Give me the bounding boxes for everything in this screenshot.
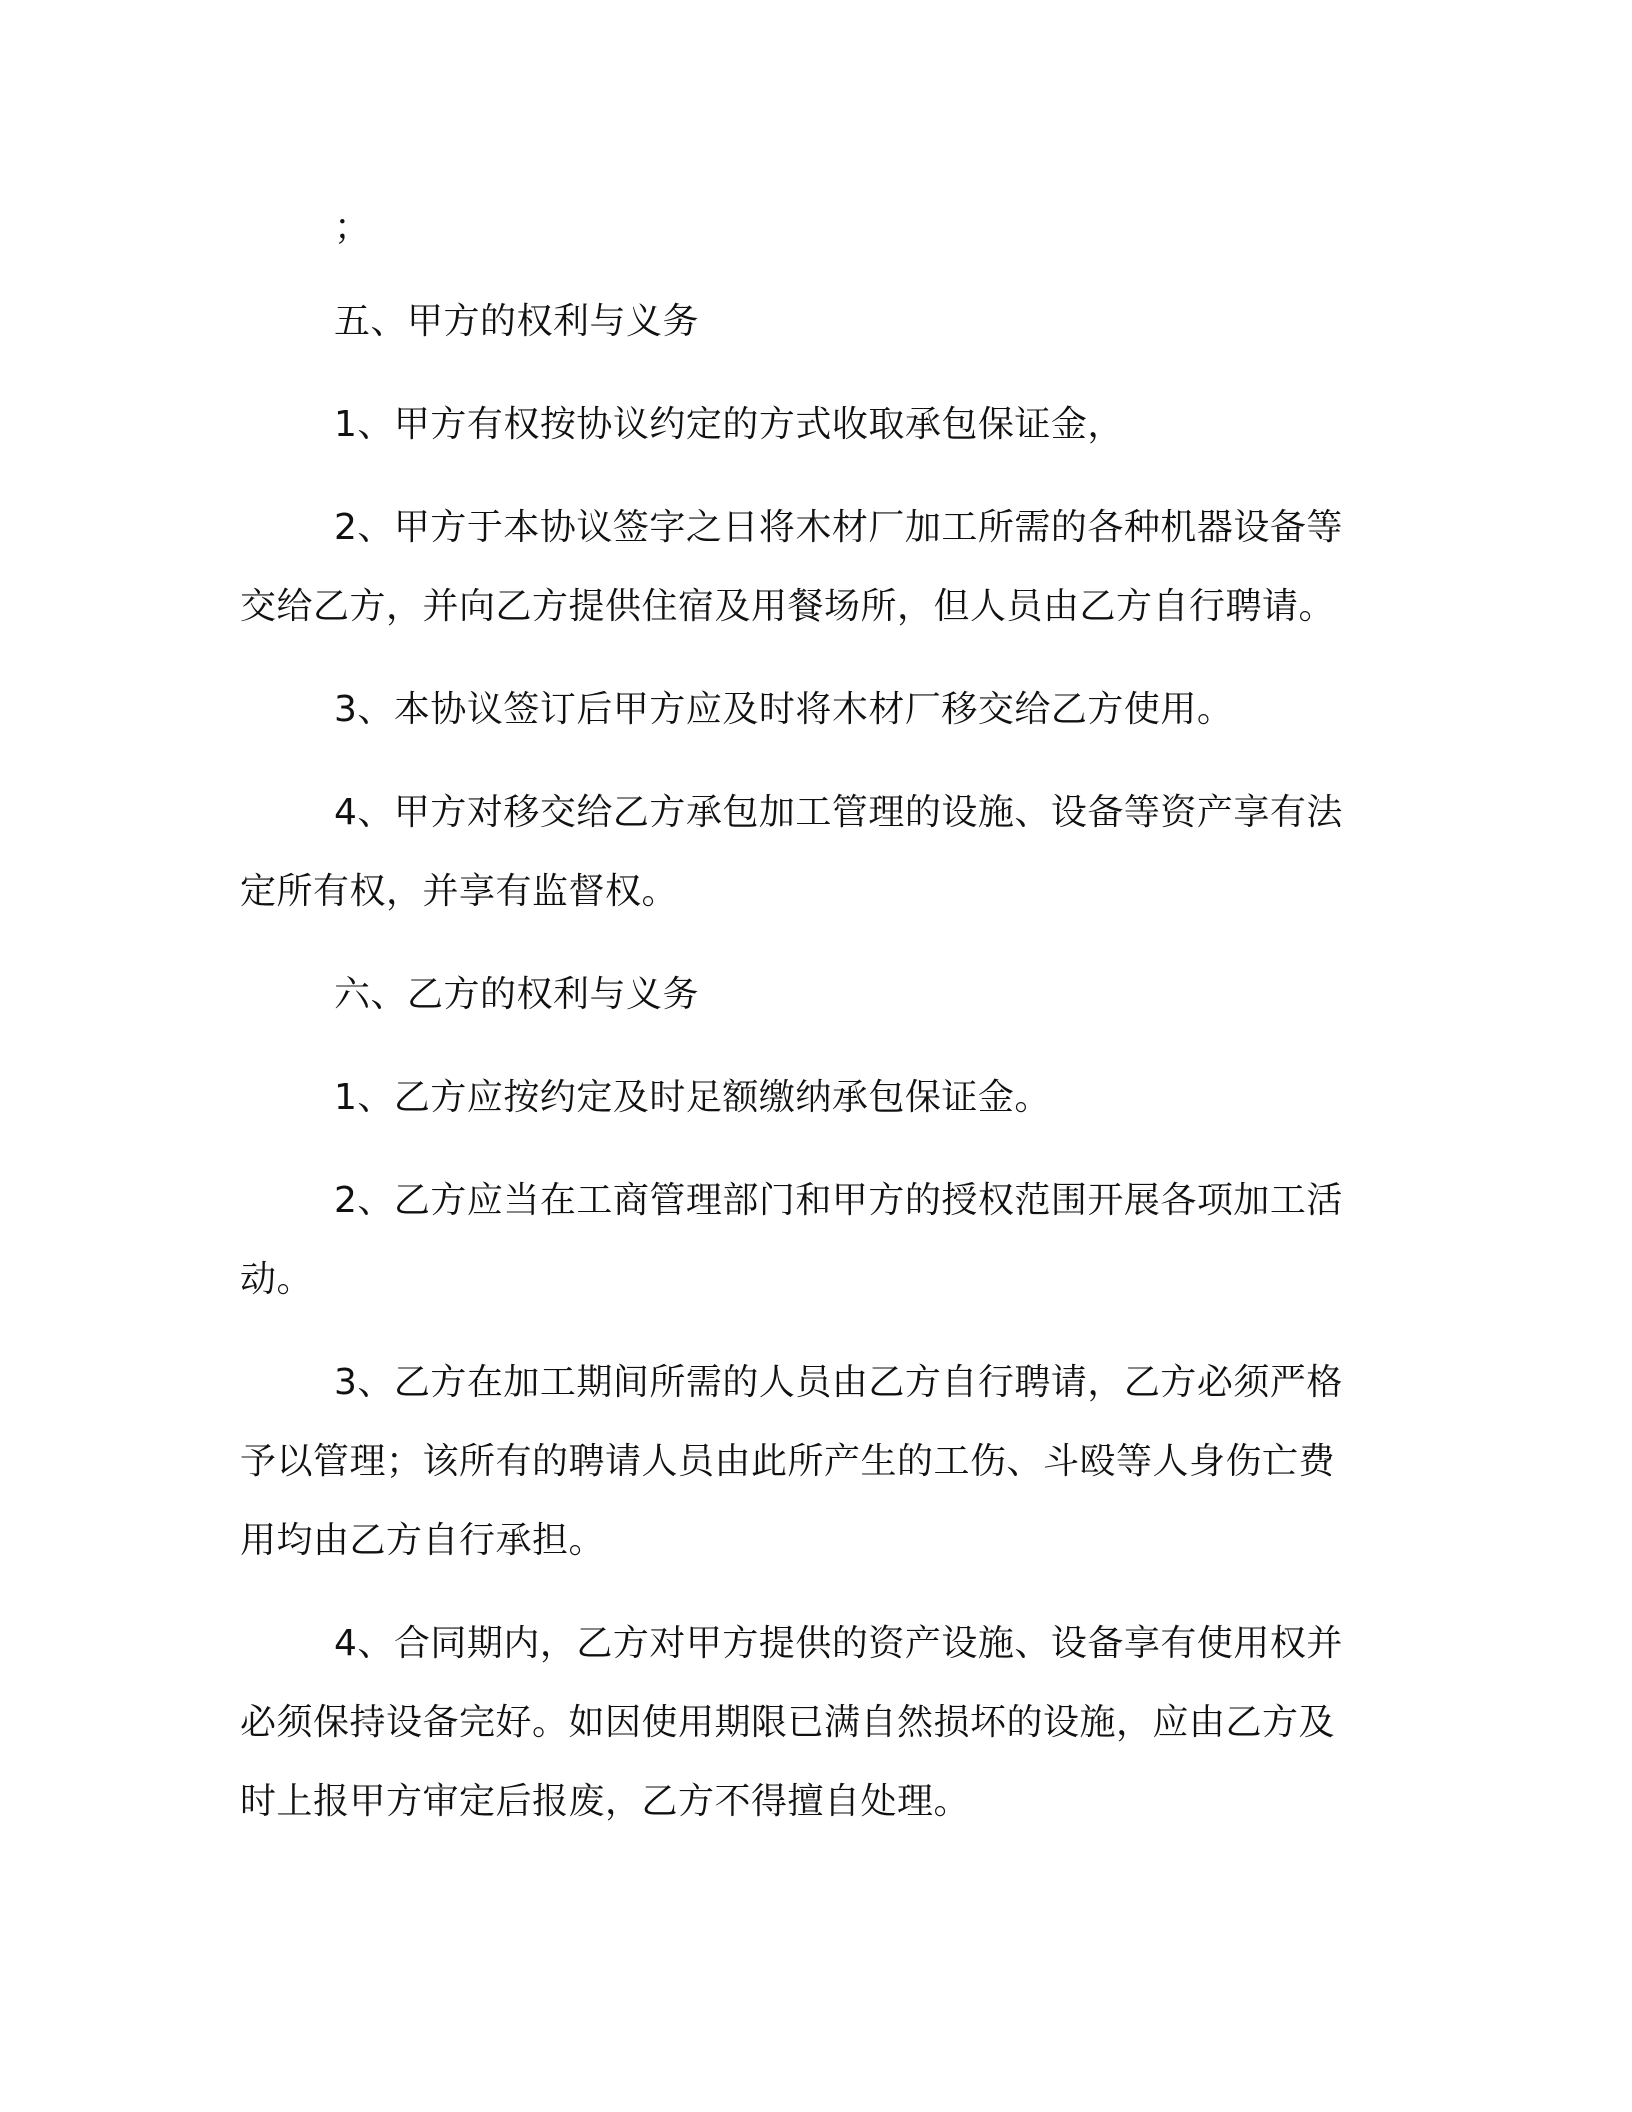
party-b-clause-1: 1、乙方应按约定及时足额缴纳承包保证金。	[334, 1077, 1051, 1118]
document-body	[240, 198, 1358, 1841]
leading-semicolon: ；	[334, 207, 371, 248]
party-b-clause-4: 4、合同期内，乙方对甲方提供的资产设施、设备享有使用权并必须保持设备完好。如因使用期限已满自然损坏的设施，应由乙方及时上报甲方审定后报废，乙方不得擅自处理。	[240, 1623, 1343, 1822]
section-heading-six: 六、乙方的权利与义务	[334, 974, 700, 1015]
party-a-clause-2: 2、甲方于本协议签字之日将木材厂加工所需的各种机器设备等交给乙方，并向乙方提供住宿及用餐场所，但人员由乙方自行聘请。	[240, 507, 1343, 627]
section-heading-five: 五、甲方的权利与义务	[334, 301, 700, 342]
party-b-clause-3: 3、乙方在加工期间所需的人员由乙方自行聘请，乙方必须严格予以管理；该所有的聘请人员由此所产生的工伤、斗殴等人身伤亡费用均由乙方自行承担。	[240, 1362, 1343, 1561]
party-a-clause-3: 3、本协议签订后甲方应及时将木材厂移交给乙方使用。	[334, 689, 1234, 730]
party-b-clause-2: 2、乙方应当在工商管理部门和甲方的授权范围开展各项加工活动。	[240, 1180, 1343, 1300]
party-a-clause-4: 4、甲方对移交给乙方承包加工管理的设施、设备等资产享有法定所有权，并享有监督权。	[240, 792, 1343, 912]
party-a-clause-1: 1、甲方有权按协议约定的方式收取承包保证金，	[334, 404, 1124, 445]
